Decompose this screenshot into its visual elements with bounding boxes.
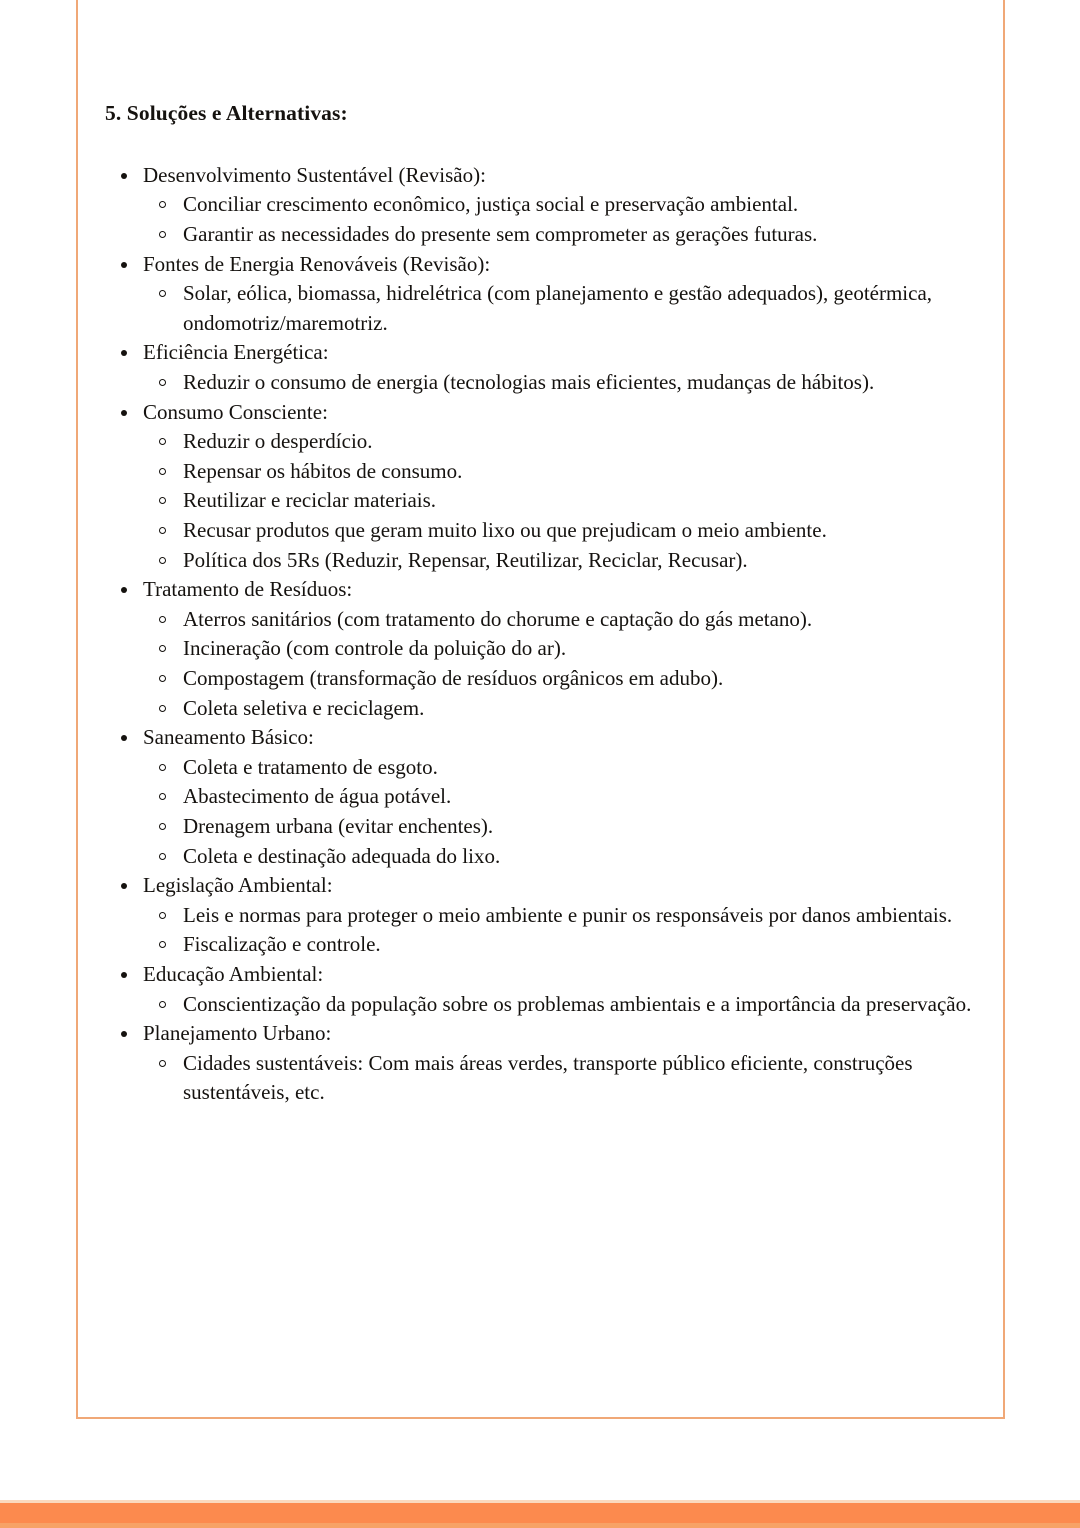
disc-bullet-icon bbox=[121, 410, 127, 416]
outline-item-level2-label: Garantir as necessidades do presente sem comprometer as gerações futuras. bbox=[183, 222, 818, 247]
disc-bullet-icon bbox=[121, 883, 127, 889]
outline-item-level1-label: Legislação Ambiental: bbox=[143, 873, 333, 898]
disc-bullet-icon bbox=[121, 1031, 127, 1037]
outline-item-level1-label: Planejamento Urbano: bbox=[143, 1021, 332, 1046]
outline-item-level2-label: Política dos 5Rs (Reduzir, Repensar, Reutilizar, Reciclar, Recusar). bbox=[183, 547, 748, 572]
outline-item-level2-label: Aterros sanitários (com tratamento do chorume e captação do gás metano). bbox=[183, 606, 813, 631]
outline-item-level1-label: Tratamento de Resíduos: bbox=[143, 577, 353, 602]
circle-bullet-icon bbox=[159, 793, 166, 800]
outline-item-level2-label: Conciliar crescimento econômico, justiça social e preservação ambiental. bbox=[183, 192, 799, 217]
outline-item-level2 bbox=[143, 546, 977, 576]
circle-bullet-icon bbox=[159, 290, 166, 297]
disc-bullet-icon bbox=[121, 587, 127, 593]
outline-item-level1 bbox=[105, 575, 977, 723]
outline-item-level2 bbox=[143, 990, 977, 1020]
disc-bullet-icon bbox=[121, 350, 127, 356]
outline-list bbox=[105, 161, 977, 1108]
outline-item-level2 bbox=[143, 842, 977, 872]
outline-item-level2 bbox=[143, 516, 977, 546]
outline-item-level1 bbox=[105, 960, 977, 1019]
circle-bullet-icon bbox=[159, 201, 166, 208]
outline-item-level2 bbox=[143, 901, 977, 931]
outline-item-level2 bbox=[143, 279, 977, 338]
outline-item-level1-label: Educação Ambiental: bbox=[143, 961, 324, 986]
circle-bullet-icon bbox=[159, 557, 166, 564]
outline-item-level2 bbox=[143, 782, 977, 812]
circle-bullet-icon bbox=[159, 912, 166, 919]
outline-sublist bbox=[143, 1049, 977, 1108]
circle-bullet-icon bbox=[159, 1060, 166, 1067]
circle-bullet-icon bbox=[159, 438, 166, 445]
outline-sublist bbox=[143, 427, 977, 575]
outline-item-level1-label: Desenvolvimento Sustentável (Revisão): bbox=[143, 162, 486, 187]
outline-sublist bbox=[143, 368, 977, 398]
outline-item-level2-label: Reutilizar e reciclar materiais. bbox=[183, 488, 437, 513]
circle-bullet-icon bbox=[159, 764, 166, 771]
outline-item-level2-label: Fiscalização e controle. bbox=[183, 932, 381, 957]
circle-bullet-icon bbox=[159, 497, 166, 504]
circle-bullet-icon bbox=[159, 468, 166, 475]
outline-item-level1-label: Consumo Consciente: bbox=[143, 399, 328, 424]
outline-item-level2 bbox=[143, 368, 977, 398]
outline-item-level1 bbox=[105, 338, 977, 397]
disc-bullet-icon bbox=[121, 262, 127, 268]
outline-item-level2 bbox=[143, 664, 977, 694]
outline-item-level2-label: Reduzir o desperdício. bbox=[183, 429, 373, 454]
circle-bullet-icon bbox=[159, 941, 166, 948]
circle-bullet-icon bbox=[159, 1001, 166, 1008]
outline-item-level2 bbox=[143, 812, 977, 842]
circle-bullet-icon bbox=[159, 616, 166, 623]
outline-sublist bbox=[143, 990, 977, 1020]
outline-item-level2-label: Abastecimento de água potável. bbox=[183, 784, 452, 809]
disc-bullet-icon bbox=[121, 972, 127, 978]
outline-item-level1 bbox=[105, 723, 977, 871]
outline-item-level1 bbox=[105, 161, 977, 250]
outline-item-level2-label: Leis e normas para proteger o meio ambiente e punir os responsáveis por danos ambientais. bbox=[183, 902, 953, 927]
outline-item-level2 bbox=[143, 427, 977, 457]
outline-item-level2 bbox=[143, 605, 977, 635]
outline-sublist bbox=[143, 901, 977, 960]
outline-item-level2-label: Conscientização da população sobre os problemas ambientais e a importância da preservação. bbox=[183, 991, 972, 1016]
outline-item-level2 bbox=[143, 1049, 977, 1108]
outline-item-level2 bbox=[143, 930, 977, 960]
outline-item-level2 bbox=[143, 753, 977, 783]
outline-item-level2-label: Drenagem urbana (evitar enchentes). bbox=[183, 813, 494, 838]
circle-bullet-icon bbox=[159, 853, 166, 860]
outline-sublist bbox=[143, 190, 977, 249]
outline-item-level1-label: Saneamento Básico: bbox=[143, 725, 314, 750]
outline-item-level2-label: Coleta e tratamento de esgoto. bbox=[183, 754, 438, 779]
document-body bbox=[105, 100, 977, 1108]
circle-bullet-icon bbox=[159, 379, 166, 386]
circle-bullet-icon bbox=[159, 231, 166, 238]
outline-item-level2-label: Repensar os hábitos de consumo. bbox=[183, 458, 463, 483]
circle-bullet-icon bbox=[159, 675, 166, 682]
outline-item-level2-label: Solar, eólica, biomassa, hidrelétrica (com planejamento e gestão adequados), geotérmica, ondomotriz/maremotriz. bbox=[183, 281, 933, 335]
outline-item-level2-label: Reduzir o consumo de energia (tecnologias mais eficientes, mudanças de hábitos). bbox=[183, 370, 875, 395]
circle-bullet-icon bbox=[159, 823, 166, 830]
outline-item-level2 bbox=[143, 457, 977, 487]
outline-item-level1-label: Fontes de Energia Renováveis (Revisão): bbox=[143, 251, 491, 276]
outline-item-level2-label: Recusar produtos que geram muito lixo ou que prejudicam o meio ambiente. bbox=[183, 518, 827, 542]
outline-item-level2-label: Coleta e destinação adequada do lixo. bbox=[183, 843, 501, 868]
disc-bullet-icon bbox=[121, 735, 127, 741]
outline-item-level2-label: Cidades sustentáveis: Com mais áreas verdes, transporte público eficiente, construções sustentáveis, etc. bbox=[183, 1050, 913, 1105]
circle-bullet-icon bbox=[159, 527, 166, 534]
outline-item-level1 bbox=[105, 250, 977, 339]
outline-item-level2 bbox=[143, 634, 977, 664]
circle-bullet-icon bbox=[159, 645, 166, 652]
bottom-decorative-band bbox=[0, 1500, 1080, 1528]
outline-item-level2-label: Coleta seletiva e reciclagem. bbox=[183, 695, 425, 720]
outline-item-level1 bbox=[105, 398, 977, 576]
outline-item-level1-label: Eficiência Energética: bbox=[143, 340, 329, 365]
outline-item-level1 bbox=[105, 1019, 977, 1108]
outline-item-level2 bbox=[143, 220, 977, 250]
circle-bullet-icon bbox=[159, 705, 166, 712]
outline-item-level1 bbox=[105, 871, 977, 960]
outline-item-level2 bbox=[143, 694, 977, 724]
outline-item-level2-label: Incineração (com controle da poluição do ar). bbox=[183, 636, 567, 661]
outline-sublist bbox=[143, 279, 977, 338]
outline-item-level2 bbox=[143, 486, 977, 516]
outline-sublist bbox=[143, 605, 977, 723]
page-title: 5. Soluções e Alternativas: bbox=[105, 101, 348, 125]
outline-sublist bbox=[143, 753, 977, 871]
disc-bullet-icon bbox=[121, 173, 127, 179]
outline-item-level2-label: Compostagem (transformação de resíduos orgânicos em adubo). bbox=[183, 665, 724, 690]
outline-item-level2 bbox=[143, 190, 977, 220]
